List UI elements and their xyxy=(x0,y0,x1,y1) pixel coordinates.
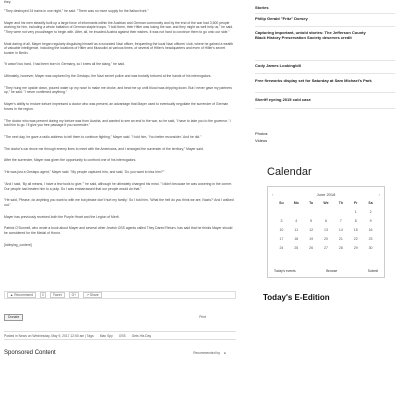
calendar-day[interactable]: 4 xyxy=(295,219,298,223)
calendar-day xyxy=(274,210,289,214)
recommend-label: Recommend xyxy=(14,293,33,297)
article-paragraph: "He was just a Gestapo agent," Mayer said. "My people captured him, and said, 'Do you want to kiss him?'" xyxy=(4,170,165,175)
calendar-day[interactable]: 16 xyxy=(368,228,373,232)
article-paragraph: Mayer's ability to endure torture impressed a doctor who was present, an advantage that Mayer used to eventually negotiate the surrender of German forces in the region. xyxy=(4,102,229,111)
article-paragraph: "They destroyed 24 trains in one night," he said. "There was no more supply for the Italian front." xyxy=(4,9,149,13)
calendar-day-header: We xyxy=(323,201,329,205)
calendar-day[interactable]: 27 xyxy=(324,246,328,250)
article-paragraph: Mayer has previously received both the Purple Heart and the Legion of Merit. xyxy=(4,214,120,219)
divider xyxy=(255,73,395,74)
posted-text: Posted in News on Wednesday, May 9, 2017 12:50 am | Tags xyxy=(4,333,94,338)
calendar-day[interactable]: 8 xyxy=(354,219,357,223)
divider xyxy=(255,92,395,93)
calendar-day[interactable]: 22 xyxy=(353,237,358,241)
article-paragraph: "They hung me upside down, poured water up my nose to make me choke, and beat me up until blood was dripping down. But I never gave my partners up," he said. "I never confirmed anything." xyxy=(4,85,232,95)
divider xyxy=(255,60,395,61)
calendar-day xyxy=(304,210,319,214)
thumbs-up-icon: ▲ xyxy=(10,293,14,297)
story-link[interactable]: Cody James Lookingbill xyxy=(255,63,302,68)
gplus-label: G+ xyxy=(71,293,77,297)
calendar-day[interactable]: 17 xyxy=(279,237,284,241)
calendar-day-header: Fr xyxy=(353,201,358,205)
calendar-day xyxy=(319,210,334,214)
donate-button[interactable]: Donate xyxy=(4,314,23,321)
calendar-widget xyxy=(267,186,385,278)
calendar-day[interactable]: 20 xyxy=(324,237,328,241)
article-paragraph: Mayer and his men steadily built up a large force of informants within the Austrian and German community and by the end of the war had 3,500 people working for him, including a whole battalion of German staple troops. "I told them, their Hitler was losing the war, and they might as well help us," he said. "They were not very proud/eager to begin with. After, all, he invaded Austria against their wishes. It was not hard to convince them to go onto our side." xyxy=(4,20,234,34)
tag-link[interactable]: Gets His Day xyxy=(131,333,152,338)
calendar-day-header: Th xyxy=(338,201,343,205)
calendar-day[interactable]: 2 xyxy=(369,210,372,214)
recommend-button[interactable] xyxy=(7,292,36,298)
calendar-day-header: Su xyxy=(279,201,284,205)
calendar-day[interactable]: 19 xyxy=(309,237,314,241)
tag-link[interactable]: OSS xyxy=(118,333,126,338)
share-icon: ↗ xyxy=(86,293,89,297)
article-paragraph: "And I said, 'By all means, I have a few tools to give,'" he said, although he ultimately changed his mind. "I didn't because he was cowering in the corner. Our people had beaten him to a pulp. So I was embarrassed that our people would do that." xyxy=(4,182,232,191)
story-link[interactable]: Sheriff eyeing 2015 cold case xyxy=(255,97,311,102)
calendar-day[interactable]: 25 xyxy=(294,246,299,250)
story-link[interactable]: Philip Gerald "Fritz" Dorsey xyxy=(255,16,308,21)
calendar-day[interactable]: 7 xyxy=(339,219,342,223)
calendar-footer xyxy=(274,269,378,273)
calendar-title: Calendar xyxy=(267,166,312,178)
calendar-day[interactable]: 1 xyxy=(354,210,357,214)
article-fragment: they. xyxy=(4,0,12,4)
recommend-count: 0 xyxy=(41,293,44,297)
e-edition-title: Today's E-Edition xyxy=(263,293,330,302)
chevron-left-icon[interactable]: ‹ xyxy=(272,192,274,197)
calendar-day[interactable]: 10 xyxy=(279,228,284,232)
calendar-month: June 2018 xyxy=(316,192,336,197)
share-button[interactable] xyxy=(83,292,102,298)
article-paragraph: "The next day, he gave a radio address to tell them to continue fighting," Mayer said. "I told him, 'You better reconsider.' And he did." xyxy=(4,134,202,139)
tweet-label: Tweet xyxy=(52,293,62,297)
sponsored-header xyxy=(4,350,236,356)
article-paragraph: After the surrender, Mayer was given the opportunity to confront one of his interrogators. xyxy=(4,158,137,163)
calendar-day[interactable]: 21 xyxy=(338,237,343,241)
story-link[interactable]: Free fireworks display set for Saturday at Sam Michael's Park xyxy=(255,78,372,83)
calendar-day[interactable]: 13 xyxy=(324,228,328,232)
calendar-day[interactable]: 23 xyxy=(368,237,373,241)
share-label: Share xyxy=(89,293,99,297)
videos-link[interactable]: Videos xyxy=(255,138,268,143)
calendar-day[interactable]: 14 xyxy=(338,228,343,232)
article-paragraph: "He said, 'Please, do anything you want to with me but please don't hurt my family.' So I told him, 'What the hell do you think we are, Nazis?' And I walked out." xyxy=(4,198,234,207)
calendar-day[interactable]: 26 xyxy=(309,246,314,250)
calendar-day[interactable]: 9 xyxy=(369,219,372,223)
calendar-day xyxy=(333,210,348,214)
calendar-day[interactable]: 28 xyxy=(338,246,343,250)
calendar-day-header: Sa xyxy=(368,201,373,205)
divider xyxy=(255,26,395,27)
calendar-day[interactable]: 18 xyxy=(294,237,299,241)
article-paragraph: Ultimately, however, Mayer was captured by the Gestapo, the Nazi secret police and was brutally tortured at the hands of his interrogators. xyxy=(4,74,212,79)
calendar-day[interactable]: 29 xyxy=(353,246,358,250)
recommended-by-label: Recommended by xyxy=(193,351,220,355)
story-link[interactable]: Capturing important, untold stories: The Jefferson County Black History Preservation Society deserves credit xyxy=(255,30,366,40)
photos-link[interactable]: Photos xyxy=(255,131,268,136)
calendar-day-header: Mo xyxy=(293,201,299,205)
todays-events-link[interactable]: Today's events xyxy=(274,269,296,273)
outbrain-logo-icon: ● xyxy=(224,351,226,355)
tag-link[interactable]: Man Spy xyxy=(99,333,113,338)
article-paragraph: "The doctor who was present during my torture was from Austria, and wanted to see an end to the war, so he said, 'I have to take you to the governor.' I told him to go. I'll give you free passage if you surrender." xyxy=(4,118,231,128)
posted-info xyxy=(4,331,236,340)
calendar-day[interactable]: 6 xyxy=(325,219,327,223)
article-paragraph: Most daring of all, Mayer began regularly disguising himself as a wounded Nazi officer, frequenting the local Nazi officers' club, where he gained a wealth of valuable intelligence, including the locations of Hitler and Mussolini at various times, of several of Hitler's headquarters and even of Hitler's secret bunker in Berlin. xyxy=(4,41,234,55)
print-link[interactable]: Print xyxy=(199,315,206,319)
calendar-day[interactable]: 3 xyxy=(280,219,283,223)
tweet-button[interactable] xyxy=(50,292,65,298)
recommended-by xyxy=(193,351,226,355)
calendar-day[interactable]: 5 xyxy=(310,219,313,223)
article-paragraph: [lobbying_content] xyxy=(4,242,32,247)
browse-link[interactable]: Browse xyxy=(326,269,338,273)
calendar-day[interactable]: 24 xyxy=(279,246,284,250)
calendar-day xyxy=(289,210,304,214)
divider xyxy=(255,13,395,14)
article-paragraph: The doctor's car drove me through enemy lines to meet with the Americans, and I arranged the surrender of the territory," Mayer said. xyxy=(4,146,204,151)
calendar-day[interactable]: 15 xyxy=(353,228,358,232)
calendar-grid xyxy=(274,201,378,250)
divider xyxy=(255,108,395,109)
submit-link[interactable]: Submit xyxy=(367,269,378,273)
sponsored-title: Sponsored Content xyxy=(4,350,56,356)
calendar-day[interactable]: 30 xyxy=(368,246,373,250)
calendar-day[interactable]: 11 xyxy=(294,228,299,232)
social-share-bar xyxy=(4,291,236,299)
chevron-right-icon[interactable]: › xyxy=(378,192,380,197)
calendar-day[interactable]: 12 xyxy=(309,228,314,232)
gplus-button[interactable] xyxy=(69,292,80,298)
article-paragraph: "It wasn't too hard, I had been born in Germany, so I knew all the slang," he said. xyxy=(4,62,125,67)
article-paragraph: Patrick O'Donnell, who wrote a book about Mayer and several other Jewish OSS agents called They Dared Return, has said that he thinks Mayer should be considered for the Medal of Honor. xyxy=(4,226,233,235)
calendar-day-header: Tu xyxy=(309,201,314,205)
donate-row xyxy=(4,313,236,321)
stories-label: Stories xyxy=(255,5,269,10)
